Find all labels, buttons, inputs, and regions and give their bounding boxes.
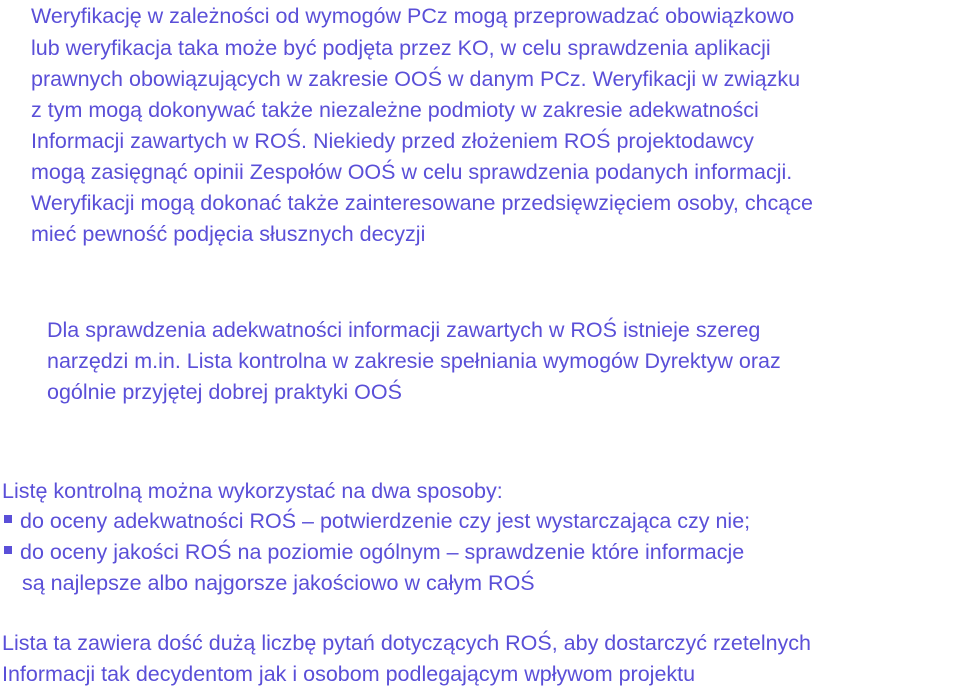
list-item-text: do oceny jakości ROŚ na poziomie ogólnym – sprawdzenie które informacje xyxy=(20,540,745,564)
paragraph-line: mogą zasięgnąć opinii Zespołów OOŚ w celu sprawdzenia podanych informacji. xyxy=(31,160,793,184)
square-bullet-icon xyxy=(4,515,12,523)
list-item-text: do oceny adekwatności ROŚ – potwierdzenie czy jest wystarczająca czy nie; xyxy=(20,509,751,533)
paragraph-line: lub weryfikacja taka może być podjęta przez KO, w celu sprawdzenia aplikacji xyxy=(31,36,771,60)
paragraph-line: Informacji tak decydentom jak i osobom podlegającym wpływom projektu xyxy=(2,662,696,686)
paragraph-line: prawnych obowiązujących w zakresie OOŚ w danym PCz. Weryfikacji w związku xyxy=(31,67,801,91)
paragraph-line: mieć pewność podjęcia słusznych decyzji xyxy=(31,222,426,246)
list-item-continuation: są najlepsze albo najgorsze jakościowo w całym ROŚ xyxy=(22,571,535,595)
square-bullet-icon xyxy=(4,546,12,554)
paragraph-line: Weryfikację w zależności od wymogów PCz mogą przeprowadzać obowiązkowo xyxy=(31,4,795,28)
paragraph-line: Lista ta zawiera dość dużą liczbę pytań dotyczących ROŚ, aby dostarczyć rzetelnych xyxy=(2,631,812,655)
paragraph-line: z tym mogą dokonywać także niezależne podmioty w zakresie adekwatności xyxy=(31,98,759,122)
paragraph-line: ogólnie przyjętej dobrej praktyki OOŚ xyxy=(47,380,402,404)
paragraph-line: Dla sprawdzenia adekwatności informacji zawartych w ROŚ istnieje szereg xyxy=(47,318,761,342)
list-intro: Listę kontrolną można wykorzystać na dwa sposoby: xyxy=(2,479,503,503)
paragraph-line: Informacji zawartych w ROŚ. Niekiedy przed złożeniem ROŚ projektodawcy xyxy=(31,129,754,153)
paragraph-line: narzędzi m.in. Lista kontrolna w zakresie spełniania wymogów Dyrektyw oraz xyxy=(47,349,781,373)
paragraph-line: Weryfikacji mogą dokonać także zainteresowane przedsięwzięciem osoby, chcące xyxy=(31,191,813,215)
